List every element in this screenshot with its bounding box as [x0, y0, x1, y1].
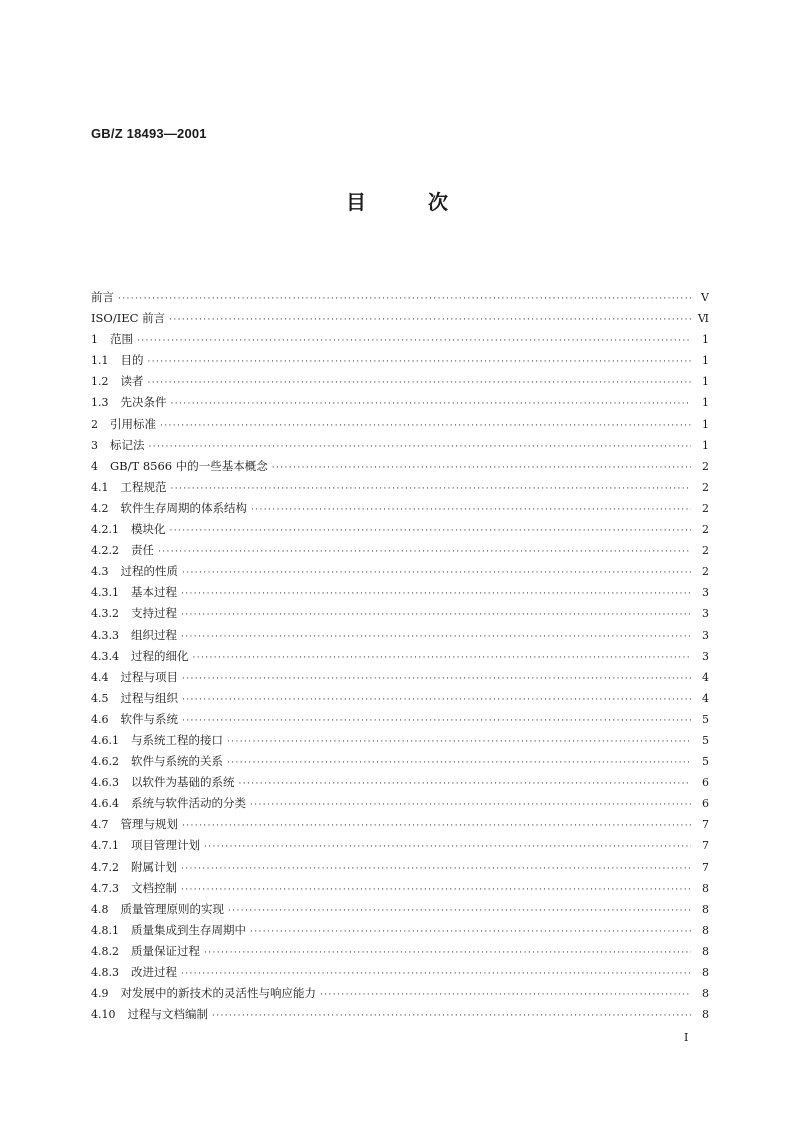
toc-entry-number: 4.7.3: [91, 881, 119, 895]
toc-entry-title: 过程与项目: [120, 669, 178, 684]
toc-leader-dots: [272, 458, 691, 479]
toc-entry-page: 1: [702, 438, 709, 452]
toc-leader-dots: [182, 711, 691, 732]
toc-entry-page: 3: [702, 628, 709, 642]
toc-entry-page: 8: [702, 1008, 709, 1022]
toc-entry[interactable]: [91, 667, 709, 688]
toc-entry-number: 4.6: [91, 712, 109, 726]
toc-entry-number: 4.3: [91, 565, 109, 579]
toc-entry-page: 5: [702, 733, 709, 747]
toc-leader-dots: [228, 901, 691, 922]
toc-entry-page: 2: [702, 544, 709, 558]
toc-entry-number: 4.3.4: [91, 649, 119, 663]
toc-entry-page: Ⅵ: [697, 312, 709, 326]
toc-entry-number: 4: [91, 459, 98, 473]
toc-entry[interactable]: [91, 582, 709, 603]
toc-leader-dots: [182, 690, 691, 711]
toc-entry[interactable]: [91, 772, 709, 793]
toc-entry-page: 3: [702, 649, 709, 663]
toc-entry-title: 与系统工程的接口: [131, 732, 223, 747]
toc-entry-title: 目的: [120, 353, 144, 368]
toc-entry-page: 1: [702, 333, 709, 347]
toc-entry-title: 质量集成到生存周期中: [131, 922, 246, 937]
toc-leader-dots: [149, 437, 692, 458]
toc-entry-number: 4.7.1: [91, 839, 119, 853]
toc-entry-page: 1: [702, 417, 709, 431]
toc-entry-number: 1.2: [91, 375, 109, 389]
toc-leader-dots: [320, 985, 691, 1006]
toc-entry[interactable]: [91, 435, 709, 456]
toc-leader-dots: [251, 500, 691, 521]
toc-entry-page: 2: [702, 501, 709, 515]
toc-entry[interactable]: [91, 962, 709, 983]
toc-entry[interactable]: [91, 899, 709, 920]
toc-entry[interactable]: [91, 941, 709, 962]
toc-entry-page: 5: [702, 712, 709, 726]
toc-entry[interactable]: [91, 625, 709, 646]
toc-entry-number: 2: [91, 417, 98, 431]
toc-entry[interactable]: [91, 329, 709, 350]
toc-entry[interactable]: [91, 878, 709, 899]
toc-entry-number: 4.2.2: [91, 544, 119, 558]
toc-entry-number: 4.8.3: [91, 966, 119, 979]
toc-entry[interactable]: [91, 540, 709, 561]
toc-entry-title: GB/T 8566 中的一些基本概念: [110, 458, 268, 473]
toc-entry[interactable]: [91, 350, 709, 371]
toc-entry-number: 4.9: [91, 987, 109, 1001]
toc-entry-page: 8: [702, 902, 709, 916]
toc-entry-title: 引用标准: [110, 416, 156, 431]
toc-entry[interactable]: [91, 751, 709, 772]
toc-entry[interactable]: [91, 1004, 709, 1025]
toc-entry-number: 3: [91, 438, 98, 452]
toc-leader-dots: [181, 584, 691, 605]
toc-entry[interactable]: [91, 983, 709, 1004]
toc-entry-title: 附属计划: [131, 859, 177, 874]
toc-entry-page: 3: [702, 586, 709, 600]
toc-entry-page: 8: [702, 966, 709, 979]
toc-leader-dots: [171, 394, 692, 415]
toc-entry[interactable]: [91, 730, 709, 751]
toc-entry-title: 系统与软件活动的分类: [131, 796, 246, 811]
toc-entry-number: 4.6.3: [91, 776, 119, 790]
toc-entry-page: 8: [702, 881, 709, 895]
toc-entry-title: 软件与系统: [120, 711, 178, 726]
toc-entry[interactable]: [91, 561, 709, 582]
toc-leader-dots: [181, 627, 691, 648]
toc-entry-page: 4: [702, 670, 709, 684]
toc-entry-number: 4.2.1: [91, 523, 119, 537]
toc-entry-title: 过程与文档编制: [127, 1007, 208, 1022]
toc-entry-number: 1.3: [91, 396, 109, 410]
toc-entry-title: 组织过程: [131, 627, 177, 642]
toc-entry-title: 过程的性质: [120, 564, 178, 579]
toc-entry-title: 质量管理原则的实现: [120, 901, 224, 916]
toc-leader-dots: [182, 816, 691, 837]
toc-entry-number: 4.3.1: [91, 586, 119, 600]
toc-leader-dots: [212, 1006, 691, 1027]
toc-leader-dots: [137, 331, 691, 352]
toc-leader-dots: [250, 922, 691, 943]
toc-entry-number: 1: [91, 333, 98, 347]
toc-entry-page: 7: [702, 860, 709, 874]
toc-leader-dots: [182, 669, 691, 690]
toc-entry[interactable]: [91, 920, 709, 941]
toc-entry-number: 4.7.2: [91, 860, 119, 874]
toc-entry-number: 4.10: [91, 1008, 116, 1022]
toc-entry-number: 4.8.1: [91, 923, 119, 937]
toc-entry-title: 过程与组织: [120, 690, 178, 705]
toc-entry-title: 支持过程: [131, 606, 177, 621]
toc-entry-page: 2: [702, 459, 709, 473]
toc-entry-title: 责任: [131, 543, 154, 558]
toc-leader-dots: [182, 563, 691, 584]
toc-title: 目次: [346, 190, 510, 214]
toc-entry-page: 7: [702, 839, 709, 853]
toc-entry-title: 标记法: [110, 437, 145, 452]
toc-entry-page: 1: [702, 375, 709, 389]
toc-leader-dots: [181, 880, 691, 901]
toc-entry-page: 4: [702, 691, 709, 705]
toc-entry[interactable]: [91, 814, 709, 835]
toc-leader-dots: [171, 479, 692, 500]
toc-entry[interactable]: [91, 414, 709, 435]
toc-entry-title: 读者: [120, 374, 144, 389]
toc-entry-number: 4.8: [91, 902, 109, 916]
toc-entry-page: 8: [702, 923, 709, 937]
toc-entry[interactable]: [91, 308, 709, 329]
toc-leader-dots: [204, 943, 691, 964]
toc-entry-title: 改进过程: [131, 965, 177, 979]
toc-entry-title: 质量保证过程: [131, 943, 200, 958]
toc-entry-title: 以软件为基础的系统: [131, 775, 235, 790]
toc-entry-page: 6: [702, 797, 709, 811]
toc-entry-title: 先决条件: [120, 395, 167, 410]
toc-entry-title: 软件与系统的关系: [131, 754, 223, 769]
toc-leader-dots: [118, 289, 691, 310]
toc-leader-dots: [204, 837, 691, 858]
toc-entry[interactable]: [91, 392, 709, 413]
toc-leader-dots: [148, 352, 692, 373]
toc-entry-page: 2: [702, 523, 709, 537]
toc-entry[interactable]: [91, 287, 709, 308]
table-of-contents: [91, 287, 709, 1025]
toc-entry-page: 8: [702, 944, 709, 958]
toc-entry-number: 4.6.4: [91, 797, 119, 811]
toc-leader-dots: [169, 310, 691, 331]
toc-entry[interactable]: [91, 371, 709, 392]
page-number: Ⅰ: [684, 1031, 689, 1044]
toc-entry-number: 4.4: [91, 670, 109, 684]
toc-entry[interactable]: [91, 456, 709, 477]
toc-leader-dots: [181, 859, 691, 880]
toc-leader-dots: [160, 416, 691, 437]
toc-entry[interactable]: [91, 793, 709, 814]
toc-entry-page: 6: [702, 776, 709, 790]
toc-entry-page: 3: [702, 607, 709, 621]
toc-entry-title: 模块化: [131, 522, 166, 537]
toc-entry[interactable]: [91, 519, 709, 540]
toc-entry-number: 4.6.2: [91, 755, 119, 769]
toc-entry-title: 基本过程: [131, 585, 177, 600]
toc-entry-number: 4.3.2: [91, 607, 119, 621]
toc-entry-title: 对发展中的新技术的灵活性与响应能力: [120, 986, 316, 1001]
toc-leader-dots: [148, 373, 692, 394]
toc-leader-dots: [239, 774, 692, 795]
toc-leader-dots: [181, 964, 691, 985]
toc-entry-title: 文档控制: [131, 880, 177, 895]
toc-entry[interactable]: [91, 835, 709, 856]
toc-entry[interactable]: [91, 709, 709, 730]
toc-leader-dots: [227, 753, 691, 774]
toc-entry-title: 过程的细化: [131, 648, 189, 663]
toc-leader-dots: [250, 795, 691, 816]
toc-entry-title: 工程规范: [120, 479, 167, 494]
toc-entry-title: 范围: [110, 332, 133, 347]
toc-entry-number: 4.3.3: [91, 628, 119, 642]
toc-entry-number: 4.5: [91, 691, 109, 705]
toc-leader-dots: [170, 521, 692, 542]
standard-code: GB/Z 18493—2001: [91, 126, 207, 141]
toc-leader-dots: [227, 732, 691, 753]
toc-leader-dots: [193, 648, 692, 669]
toc-entry[interactable]: [91, 857, 709, 878]
toc-entry[interactable]: [91, 688, 709, 709]
toc-entry-page: 1: [702, 396, 709, 410]
toc-entry-number: 4.7: [91, 818, 109, 832]
toc-entry-page: 7: [702, 818, 709, 832]
toc-leader-dots: [158, 542, 691, 563]
toc-entry-page: Ⅴ: [701, 291, 709, 304]
toc-entry-title: ISO/IEC 前言: [91, 311, 166, 326]
toc-entry[interactable]: [91, 646, 709, 667]
toc-entry-number: 1.1: [91, 354, 109, 368]
toc-entry-page: 2: [702, 565, 709, 579]
toc-entry-number: 4.1: [91, 480, 109, 494]
toc-entry-title: 软件生存周期的体系结构: [120, 500, 247, 515]
toc-leader-dots: [181, 605, 691, 626]
toc-entry[interactable]: [91, 477, 709, 498]
toc-entry-page: 8: [702, 987, 709, 1001]
toc-entry-title: 前言: [91, 290, 114, 304]
toc-entry-page: 1: [702, 354, 709, 368]
toc-entry-title: 管理与规划: [120, 817, 178, 832]
toc-entry-page: 5: [702, 755, 709, 769]
toc-entry[interactable]: [91, 603, 709, 624]
toc-entry-number: 4.2: [91, 501, 109, 515]
toc-entry-title: 项目管理计划: [131, 838, 200, 853]
toc-entry[interactable]: [91, 498, 709, 519]
toc-entry-number: 4.8.2: [91, 944, 119, 958]
toc-entry-page: 2: [702, 480, 709, 494]
toc-entry-number: 4.6.1: [91, 733, 119, 747]
